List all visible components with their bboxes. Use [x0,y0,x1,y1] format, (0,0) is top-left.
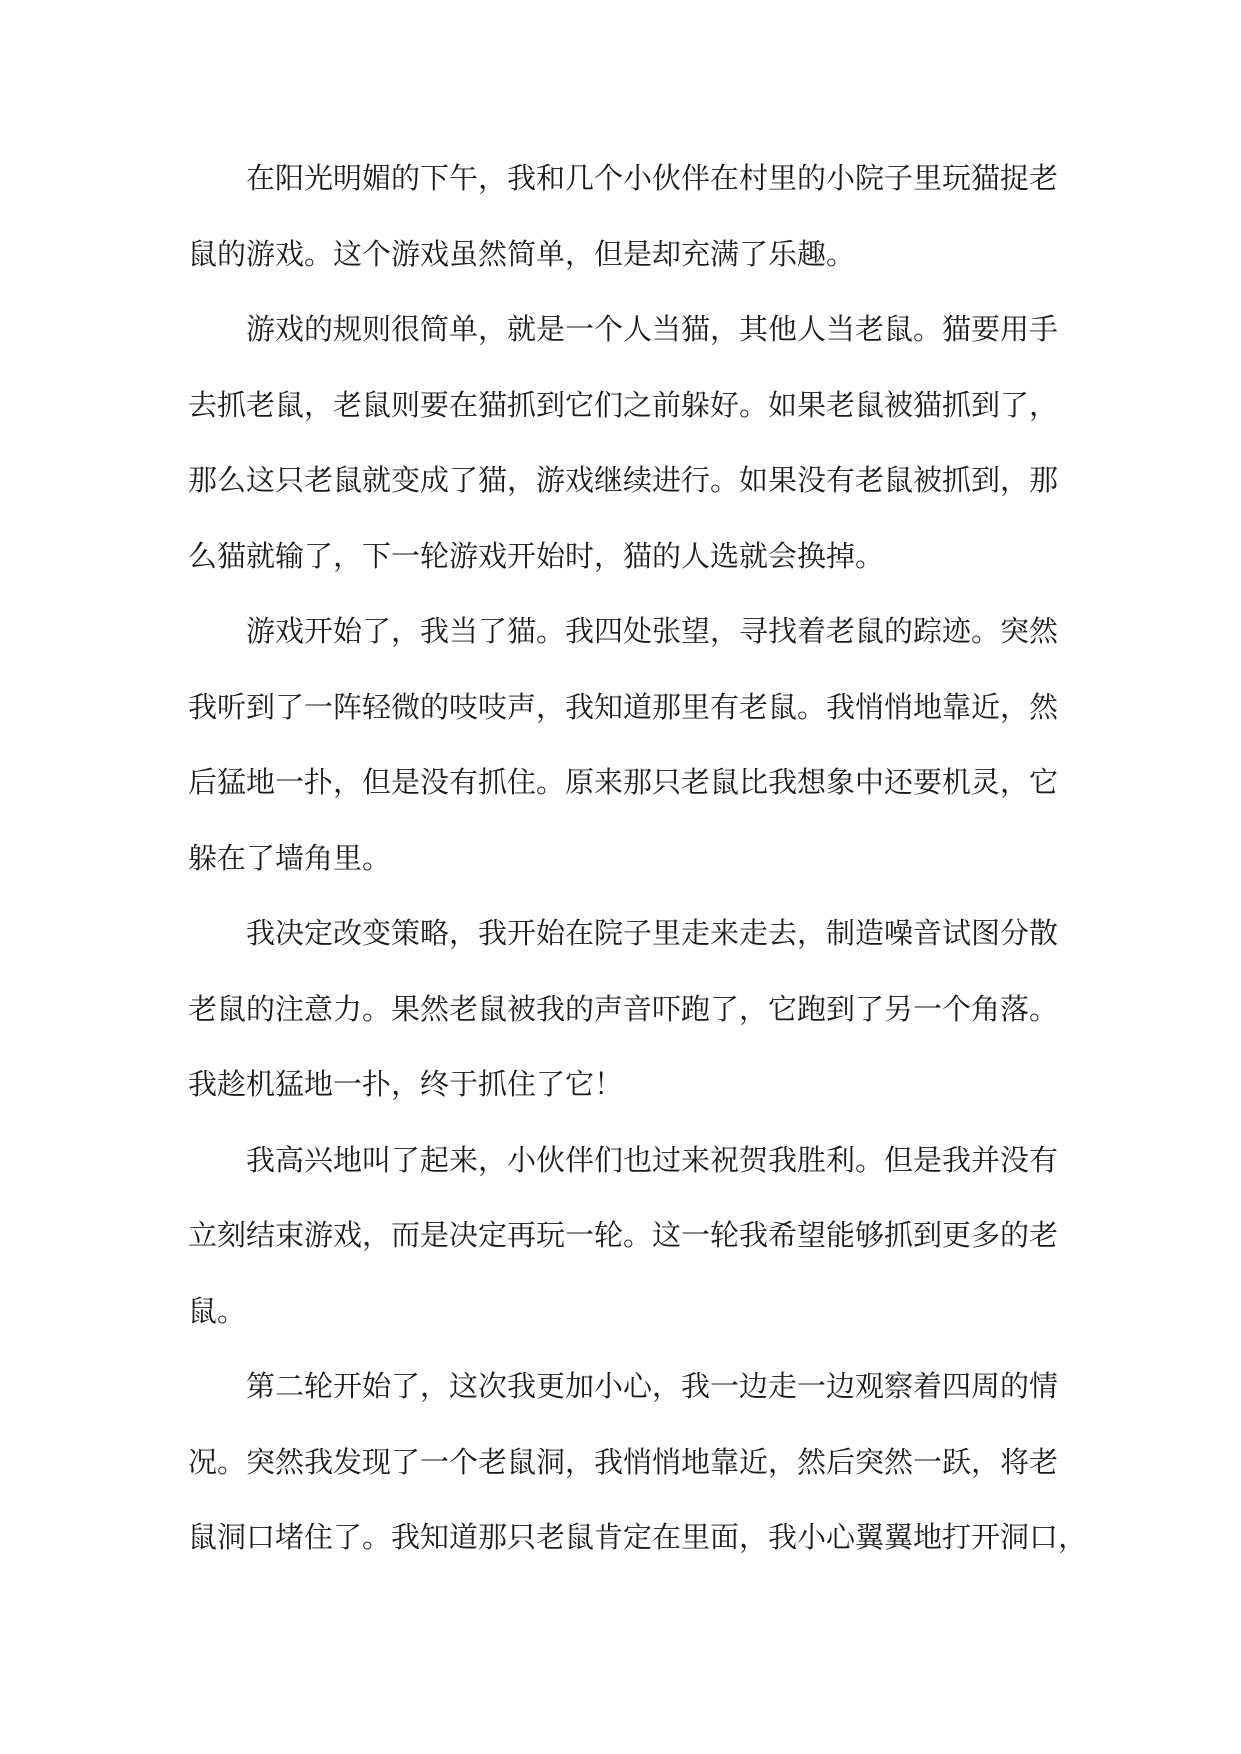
text-line: 游戏的规则很简单，就是一个人当猫，其他人当老鼠。猫要用手 [246,312,1059,346]
text-line: 我决定改变策略，我开始在院子里走来走去，制造噪音试图分散 [246,916,1059,950]
text-line: 老鼠的注意力。果然老鼠被我的声音吓跑了，它跑到了另一个角落。 [188,991,1059,1026]
text-line: 那么这只老鼠就变成了猫，游戏继续进行。如果没有老鼠被抓到，那 [188,463,1059,497]
text-line: 去抓老鼠，老鼠则要在猫抓到它们之前躲好。如果老鼠被猫抓到了， [188,387,1059,422]
text-line: 鼠。 [188,1293,247,1328]
text-line: 躲在了墙角里。 [188,840,392,875]
document-body [188,141,1088,1576]
text-line: 游戏开始了，我当了猫。我四处张望，寻找着老鼠的踪迹。突然 [246,614,1059,648]
paragraph-2 [188,292,1059,594]
text-line: 第二轮开始了，这次我更加小心，我一边走一边观察着四周的情 [246,1369,1059,1403]
text-line: 我听到了一阵轻微的吱吱声，我知道那里有老鼠。我悄悄地靠近，然 [188,689,1059,724]
text-line: 况。突然我发现了一个老鼠洞，我悄悄地靠近，然后突然一跃，将老 [188,1444,1059,1479]
text-line: 立刻结束游戏，而是决定再玩一轮。这一轮我希望能够抓到更多的老 [188,1218,1059,1252]
text-line: 我高兴地叫了起来，小伙伴们也过来祝贺我胜利。但是我并没有 [246,1142,1059,1177]
paragraph-1 [188,141,1059,292]
paragraph-6 [188,1349,1088,1576]
text-line: 鼠洞口堵住了。我知道那只老鼠肯定在里面，我小心翼翼地打开洞口， [188,1520,1088,1554]
text-line: 么猫就输了，下一轮游戏开始时，猫的人选就会换掉。 [188,538,885,573]
text-line: 我趁机猛地一扑，终于抓住了它！ [188,1067,624,1101]
paragraph-5 [188,1123,1059,1350]
text-line: 在阳光明媚的下午，我和几个小伙伴在村里的小院子里玩猫捉老 [246,161,1059,195]
paragraph-3 [188,594,1059,896]
paragraph-4 [188,896,1059,1123]
text-line: 鼠的游戏。这个游戏虽然简单，但是却充满了乐趣。 [188,236,856,271]
text-line: 后猛地一扑，但是没有抓住。原来那只老鼠比我想象中还要机灵，它 [188,765,1059,799]
